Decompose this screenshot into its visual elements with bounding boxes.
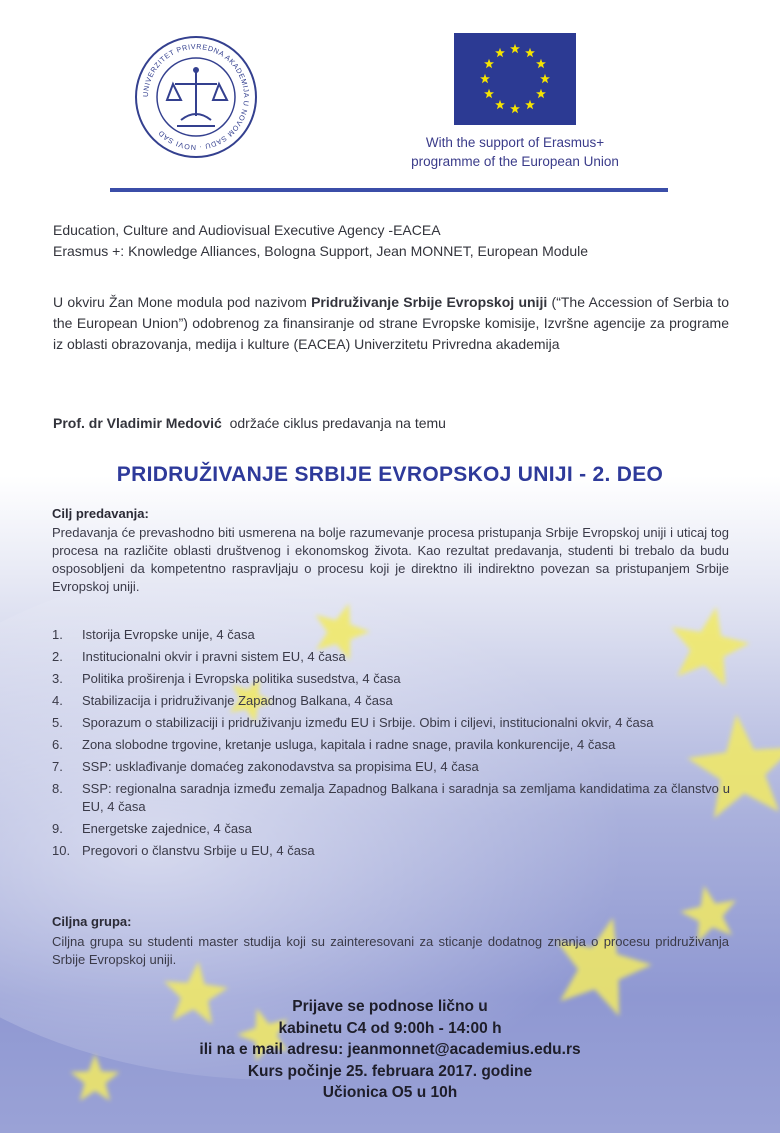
list-item <box>52 780 730 816</box>
application-info <box>40 996 740 1104</box>
list-item <box>52 714 730 732</box>
lecture-title: PRIDRUŽIVANJE SRBIJE EVROPSKOJ UNIJI - 2. DEO <box>116 463 664 486</box>
topic-number: 3. <box>52 671 63 686</box>
intro-text-2: (“The Accession of Serbia to the European Union”) odobrenog za finansiranje od strane Evropske komisije, Izvršne agencije za programe iz oblasti obrazovanja, medija i kulture (EACEA) Univerzitetu Privredna akademija <box>53 294 730 352</box>
seal-ring-text: UNIVERZITET PRIVREDNA AKADEMIJA U NOVOM SADU · NOVI SAD <box>140 41 252 153</box>
list-item <box>52 736 730 754</box>
professor-text: održaće ciklus predavanja na temu <box>221 415 446 431</box>
support-line-2: programme of the European Union <box>411 154 619 169</box>
header-divider <box>110 188 668 192</box>
professor-line <box>53 415 729 431</box>
topic-text: Istorija Evropske unije, 4 časa <box>82 627 255 642</box>
application-email-line[interactable]: ili na e mail adresu: jeanmonnet@academius.edu.rs <box>199 1041 581 1058</box>
topic-number: 4. <box>52 693 63 708</box>
agency-block <box>53 220 743 262</box>
topic-text: Sporazum o stabilizaciji i pridruživanju između EU i Srbije. Obim i ciljevi, institucionalni okvir, 4 časa <box>82 715 654 730</box>
topic-text: Politika proširenja i Evropska politika susedstva, 4 časa <box>82 671 401 686</box>
topic-number: 6. <box>52 737 63 752</box>
intro-text-1: U okviru Žan Mone modula pod nazivom <box>53 294 312 310</box>
list-item <box>52 820 730 838</box>
topic-number: 7. <box>52 759 63 774</box>
course-start-line: Kurs počinje 25. februara 2017. godine <box>247 1062 533 1080</box>
topic-number: 9. <box>52 821 63 836</box>
topic-text: Zona slobodne trgovine, kretanje usluga, kapitala i radne snage, pravila konkurencije, 4 časa <box>82 737 616 752</box>
list-item <box>52 758 730 776</box>
classroom-line: Učionica O5 u 10h <box>322 1084 458 1101</box>
topic-number: 1. <box>52 627 63 642</box>
goal-heading: Cilj predavanja: <box>52 506 149 521</box>
topic-text: SSP: regionalna saradnja između zemalja Zapadnog Balkana i saradnja sa zemljama kandidatima za članstvo u EU, 4 časa <box>82 781 730 814</box>
topic-number: 10. <box>52 843 71 858</box>
topic-text: Institucionalni okvir i pravni sistem EU, 4 časa <box>82 649 346 664</box>
topic-list <box>52 626 730 864</box>
list-item <box>52 670 730 688</box>
target-text: Ciljna grupa su studenti master studija koji su zainteresovani za sticanje dodatnog znanja o procesu pridruživanja Srbije Evropskoj uniji. <box>52 934 729 967</box>
intro-paragraph <box>53 292 729 355</box>
target-heading: Ciljna grupa: <box>52 914 132 929</box>
intro-module-name: Pridruživanje Srbije Evropskoj uniji <box>311 294 548 310</box>
topic-text: Energetske zajednice, 4 časa <box>82 821 252 836</box>
topic-text: Pregovori o članstvu Srbije u EU, 4 časa <box>82 843 315 858</box>
application-line-2: kabinetu C4 od 9:00h - 14:00 h <box>278 1019 502 1037</box>
goal-text: Predavanja će prevashodno biti usmerena na bolje razumevanje procesa pristupanja Srbije Evropskoj uniji i uticaj tog procesa na različite oblasti društvenog i ekonomskog života. Kao rezultat predavanja, studenti bi trebalo da budu osposobljeni da kompetentno raspravljaju o procesu koji je direktno ili indirektno povezan sa pristupanjem Srbije Evropskoj uniji. <box>52 525 729 594</box>
agency-line-2: Erasmus +: Knowledge Alliances, Bologna Support, Jean MONNET, European Module <box>53 243 589 259</box>
topic-number: 2. <box>52 649 63 664</box>
support-line-1: With the support of Erasmus+ <box>425 135 605 150</box>
list-item <box>52 692 730 710</box>
list-item <box>52 648 730 666</box>
eu-flag-logo <box>454 33 576 125</box>
list-item <box>52 626 730 644</box>
application-line-1: Prijave se podnose lično u <box>292 998 488 1015</box>
topic-text: SSP: usklađivanje domaćeg zakonodavstva sa propisima EU, 4 časa <box>82 759 479 774</box>
topic-number: 8. <box>52 781 63 796</box>
university-seal-logo <box>133 34 259 160</box>
erasmus-support-text <box>380 133 650 171</box>
topic-number: 5. <box>52 715 63 730</box>
topic-text: Stabilizacija i pridruživanje Zapadnog Balkana, 4 časa <box>82 693 393 708</box>
agency-line-1: Education, Culture and Audiovisual Executive Agency -EACEA <box>53 222 441 238</box>
list-item <box>52 842 730 860</box>
professor-name: Prof. dr Vladimir Medović <box>53 415 222 431</box>
